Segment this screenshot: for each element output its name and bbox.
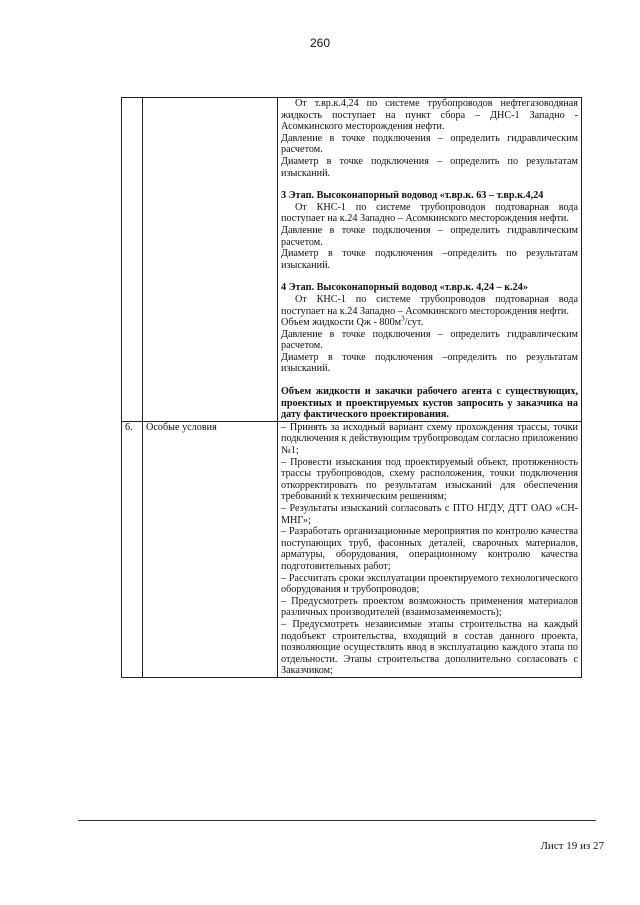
page-number: 260 bbox=[309, 36, 331, 50]
paragraph: Диаметр в точке подключения – определить по результатам изысканий. bbox=[281, 155, 578, 179]
table-row bbox=[122, 421, 582, 677]
row-name-cell: Особые условия bbox=[143, 421, 278, 677]
after-paragraphs bbox=[281, 329, 578, 421]
row-number-cell bbox=[122, 98, 143, 422]
list-item: – Разработать организационные мероприятия по контролю качества поступающих труб, фасонных деталей, сварочных материалов, арматуры, оборудования, операционному контролю качества подготовительных работ; bbox=[281, 526, 578, 572]
paragraph: Давление в точке подключения – определить гидравлическим расчетом. bbox=[281, 328, 578, 352]
paragraph: Давление в точке подключения – определить гидравлическим расчетом. bbox=[281, 132, 578, 156]
paragraph: Диаметр в точке подключения –определить по результатам изысканий. bbox=[281, 248, 578, 271]
row-content-cell bbox=[278, 98, 582, 422]
spec-table bbox=[121, 97, 582, 678]
paragraph-spacer bbox=[281, 375, 578, 386]
list-item: – Провести изыскания под проектируемый объект, протяженность трассы трубопроводов, схему расположения, точки подключения откорректировать по результатам изысканий для обеспечения требований к техническим решениям; bbox=[281, 456, 578, 503]
paragraph: Диаметр в точке подключения –определить по результатам изысканий. bbox=[281, 351, 578, 375]
section-heading: 4 Этап. Высоконапорный водовод «т.вр.к. 4,24 – к.24» bbox=[281, 282, 528, 294]
footer-divider bbox=[78, 820, 596, 821]
paragraph-spacer bbox=[281, 179, 578, 190]
paragraph-spacer bbox=[281, 271, 578, 282]
paragraph: От т.вр.к.4,24 по системе трубопроводов нефтегазоводяная жидкость поступает на пункт сбора – ДНС-1 Западно - Асомкинского месторождения нефти. bbox=[281, 98, 578, 133]
row-number-cell: 6. bbox=[122, 421, 143, 677]
list-item: – Рассчитать сроки эксплуатации проектируемого технологического оборудования и трубопроводов; bbox=[281, 572, 578, 596]
special-conditions-cell bbox=[278, 421, 582, 677]
paragraph: От КНС-1 по системе трубопроводов подтоварная вода поступает на к.24 Западно – Асомкинского месторождения нефти. bbox=[281, 201, 578, 225]
list-item: – Предусмотреть независимые этапы строительства на каждый подобъект строительства, входящий в состав данного проекта, позволяющие осуществлять ввод в эксплуатацию каждого этапа по отдельности. Этапы строительства дополнительно согласовать с Заказчиком; bbox=[281, 618, 578, 677]
liquid-volume-line: Объем жидкости Qж - $800м^3$/сут. bbox=[281, 314, 424, 329]
list-item: – Принять за исходный вариант схему прохождения трассы, точки подключения к действующим трубопроводам согласно приложению №1; bbox=[281, 421, 578, 457]
table-row bbox=[122, 98, 582, 422]
row-name-cell bbox=[143, 98, 278, 422]
paragraph: Давление в точке подключения – определить гидравлическим расчетом. bbox=[281, 224, 578, 248]
special-conditions-list bbox=[281, 422, 578, 677]
paragraph: От КНС-1 по системе трубопроводов подтоварная вода поступает на к.24 Западно – Асомкинского месторождения нефти. bbox=[281, 293, 578, 317]
section-heading: 3 Этап. Высоконапорный водовод «т.вр.к. 63 – т.вр.к.4,24 bbox=[281, 190, 544, 202]
list-item: – Предусмотреть проектом возможность применения материалов различных производителей (взаимозаменяемость); bbox=[281, 595, 578, 619]
list-item: – Результаты изысканий согласовать с ПТО НГДУ, ДТТ ОАО «СН-МНГ»; bbox=[281, 503, 578, 526]
section-heading: Объем жидкости и закачки рабочего агента с существующих, проектных и проектируемых кустов запросить у заказчика на дату фактического проектирования. bbox=[281, 386, 578, 421]
top-paragraphs bbox=[281, 98, 578, 317]
sheet-number: Лист 19 из 27 bbox=[540, 840, 604, 852]
